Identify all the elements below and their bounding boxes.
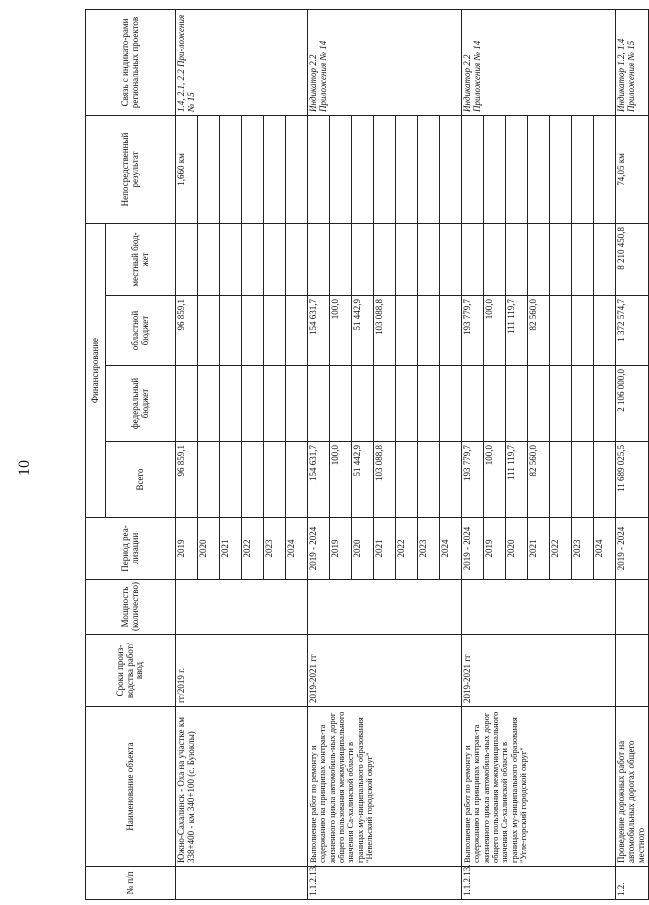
b2-regional — [396, 296, 418, 366]
header-regional: областной бюджет — [106, 296, 176, 366]
b1-federal — [286, 366, 308, 442]
b1-total — [264, 442, 286, 518]
b2-regional: 51 442,9 — [352, 296, 374, 366]
b4-period: 2019 - 2024 — [616, 518, 649, 580]
b1-result-empty — [198, 116, 220, 224]
b3-regional: 193 779,7 — [462, 296, 484, 366]
b3-period: 2019 — [484, 518, 506, 580]
b2-total: 154 631,7 — [308, 442, 330, 518]
b1-period: 2024 — [286, 518, 308, 580]
b2-name: Выполнение работ по ремонту и содержанию на принципах контрак-та жизненного цикла автомобиль-ных дорог общего пользования межмуниципального значения Са-халинской области в границах му-ниципального образования "Невельский городской округ" — [308, 707, 462, 867]
b1-period: 2022 — [242, 518, 264, 580]
b4-num: 1.2. — [616, 867, 649, 900]
b2-result — [396, 116, 418, 224]
b3-regional: 100,0 — [484, 296, 506, 366]
b3-local — [462, 224, 484, 296]
b4-name: Проведение дорожных работ на автомобильных дорогах общего местного — [616, 707, 649, 867]
b1-federal — [198, 366, 220, 442]
b3-name: Выполнение работ по ремонту и содержанию на принципах контрак-та жизненного цикла автомобиль-ных дорог общего пользования межмуниципального значения Са-халинской области в границах му-ниципального образования "Углe-горский городской округ" — [462, 707, 616, 867]
b2-federal — [374, 366, 396, 442]
b2-total — [440, 442, 462, 518]
b2-local — [308, 224, 330, 296]
b4-local: 8 210 450,8 — [616, 224, 649, 296]
b2-federal — [396, 366, 418, 442]
b3-result — [572, 116, 594, 224]
b3-result — [506, 116, 528, 224]
b3-result — [484, 116, 506, 224]
b1-link: 1.4, 2.1, 2.2 При-ложения № 15 — [176, 10, 308, 116]
rotated-table-wrapper — [85, 10, 646, 900]
header-link: Связь с индикато-рами региональных проектов — [86, 10, 176, 116]
b1-regional: 96 859,1 — [176, 296, 198, 366]
b3-result — [462, 116, 484, 224]
b1-total — [286, 442, 308, 518]
b2-local — [374, 224, 396, 296]
financing-table — [85, 9, 649, 900]
b3-total: 193 779,7 — [462, 442, 484, 518]
b2-total: 51 442,9 — [352, 442, 374, 518]
b2-federal — [440, 366, 462, 442]
b2-result — [352, 116, 374, 224]
b2-regional: 100,0 — [330, 296, 352, 366]
b2-regional — [418, 296, 440, 366]
b3-total: 82 560,0 — [528, 442, 550, 518]
header-capacity: Мощность (количество) — [86, 580, 176, 635]
b1-total — [198, 442, 220, 518]
b1-period: 2023 — [264, 518, 286, 580]
b3-result — [528, 116, 550, 224]
b3-total — [550, 442, 572, 518]
b2-period: 2023 — [418, 518, 440, 580]
b2-local — [330, 224, 352, 296]
b2-local — [440, 224, 462, 296]
b2-federal — [330, 366, 352, 442]
b2-total: 103 088,8 — [374, 442, 396, 518]
b1-local — [220, 224, 242, 296]
b2-federal — [308, 366, 330, 442]
b2-result — [374, 116, 396, 224]
b1-federal — [176, 366, 198, 442]
b3-period: 2021 — [528, 518, 550, 580]
b2-period: 2020 — [352, 518, 374, 580]
b1-result-empty — [286, 116, 308, 224]
header-period: Период реа-лизации — [86, 518, 176, 580]
b3-federal — [484, 366, 506, 442]
b3-federal — [550, 366, 572, 442]
b1-regional — [220, 296, 242, 366]
b3-num: 1.1.2.13. — [462, 867, 616, 900]
b3-local — [484, 224, 506, 296]
b3-regional — [594, 296, 616, 366]
b3-result — [594, 116, 616, 224]
b3-terms: 2019-2021 гг — [462, 635, 616, 707]
b1-result-empty — [220, 116, 242, 224]
b1-federal — [264, 366, 286, 442]
b2-federal — [418, 366, 440, 442]
b3-total — [594, 442, 616, 518]
b4-regional: 1 372 574,7 — [616, 296, 649, 366]
b4-result: 74,05 км — [616, 116, 649, 224]
b3-total: 100,0 — [484, 442, 506, 518]
b4-terms — [616, 635, 649, 707]
b1-local — [242, 224, 264, 296]
b2-result — [418, 116, 440, 224]
b2-num: 1.1.2.13. — [308, 867, 462, 900]
b3-local — [506, 224, 528, 296]
b3-period: 2024 — [594, 518, 616, 580]
b1-federal — [242, 366, 264, 442]
b2-total — [396, 442, 418, 518]
b3-local — [594, 224, 616, 296]
b2-period: 2019 - 2024 — [308, 518, 330, 580]
b2-regional — [440, 296, 462, 366]
b1-local — [286, 224, 308, 296]
b2-capacity — [308, 580, 462, 635]
b1-local — [198, 224, 220, 296]
b1-federal — [220, 366, 242, 442]
b2-period: 2019 — [330, 518, 352, 580]
header-result: Непосредственный результат — [86, 116, 176, 224]
b3-regional: 111 119,7 — [506, 296, 528, 366]
b4-link: Индикатор 1.2, 1.4 Приложения № 15 — [616, 10, 649, 116]
header-federal: федеральный бюджет — [106, 366, 176, 442]
b1-period: 2021 — [220, 518, 242, 580]
b1-total — [242, 442, 264, 518]
b2-local — [418, 224, 440, 296]
header-total: Всего — [106, 442, 176, 518]
b1-regional — [198, 296, 220, 366]
b3-total — [572, 442, 594, 518]
b1-regional — [286, 296, 308, 366]
b3-link: Индикатор 2.2 Приложения № 14 — [462, 10, 616, 116]
b1-period: 2020 — [198, 518, 220, 580]
b3-period: 2023 — [572, 518, 594, 580]
b2-regional: 103 088,8 — [374, 296, 396, 366]
b1-result-empty — [242, 116, 264, 224]
page-number: 10 — [16, 460, 33, 476]
b3-capacity — [462, 580, 616, 635]
b3-regional — [550, 296, 572, 366]
b4-capacity — [616, 580, 649, 635]
b3-local — [528, 224, 550, 296]
b2-terms: 2019-2021 гг — [308, 635, 462, 707]
header-terms: Сроки произ-водства работ/ввод — [86, 635, 176, 707]
b1-total: 96 859,1 — [176, 442, 198, 518]
b3-federal — [528, 366, 550, 442]
b2-regional: 154 631,7 — [308, 296, 330, 366]
header-name: Наименование объекта — [86, 707, 176, 867]
b1-period: 2019 — [176, 518, 198, 580]
b2-federal — [352, 366, 374, 442]
b2-period: 2021 — [374, 518, 396, 580]
header-num: № п/п — [86, 867, 176, 900]
b1-result-empty — [264, 116, 286, 224]
b2-total: 100,0 — [330, 442, 352, 518]
b4-federal: 2 106 000,0 — [616, 366, 649, 442]
b3-local — [550, 224, 572, 296]
b2-result — [440, 116, 462, 224]
b3-period: 2020 — [506, 518, 528, 580]
b1-regional — [264, 296, 286, 366]
b3-federal — [506, 366, 528, 442]
b2-result — [308, 116, 330, 224]
b2-local — [352, 224, 374, 296]
b3-regional — [572, 296, 594, 366]
b3-total: 111 119,7 — [506, 442, 528, 518]
b3-result — [550, 116, 572, 224]
b1-num — [176, 867, 308, 900]
b2-period: 2024 — [440, 518, 462, 580]
b2-period: 2022 — [396, 518, 418, 580]
b1-local — [264, 224, 286, 296]
header-local: местный бюд-жет — [106, 224, 176, 296]
b3-regional: 82 560,0 — [528, 296, 550, 366]
b1-regional — [242, 296, 264, 366]
b2-link: Индикатор 2.2 Приложения № 14 — [308, 10, 462, 116]
b3-federal — [572, 366, 594, 442]
b2-local — [396, 224, 418, 296]
b3-period: 2019 - 2024 — [462, 518, 484, 580]
header-financing: Финансирование — [86, 224, 106, 518]
b3-federal — [462, 366, 484, 442]
b3-period: 2022 — [550, 518, 572, 580]
b1-result: 1,660 км — [176, 116, 198, 224]
b2-total — [418, 442, 440, 518]
b2-result — [330, 116, 352, 224]
b4-total: 11 689 025,5 — [616, 442, 649, 518]
b1-capacity — [176, 580, 308, 635]
b1-name: Южно-Сахалинск - Оха на участке км 338+400 - км 340+100 (с. Буюклы) — [176, 707, 308, 867]
b1-local — [176, 224, 198, 296]
b1-total — [220, 442, 242, 518]
b1-terms: гг/2019 г. — [176, 635, 308, 707]
b3-federal — [594, 366, 616, 442]
b3-local — [572, 224, 594, 296]
